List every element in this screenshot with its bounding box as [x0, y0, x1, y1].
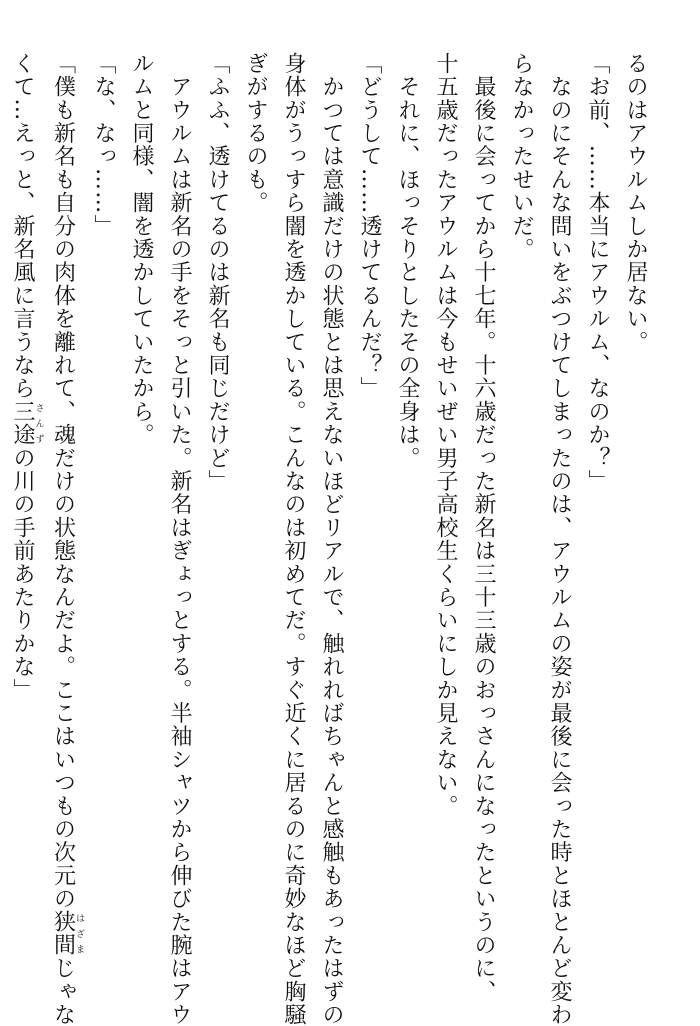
- text-line-17: くて…えっと、新名風に言うなら三途さんずの川の手前あたりかな」: [10, 52, 44, 702]
- text-line-5: 最後に会ってから十七年。十六歳だった新名は三十三歳のおっさんになったというのに、: [471, 52, 496, 1004]
- vertical-text-body: [10, 52, 654, 1026]
- text-line-3: なのにそんな問いをぶつけてしまったのは、アウルムの姿が最後に会った時とほとんど変わ: [547, 52, 572, 1026]
- text-line-1: るのはアウルムしか居ない。: [623, 52, 648, 354]
- text-line-7: それに、ほっそりとしたその全身は。: [395, 52, 420, 470]
- text-line-4: らなかったせいだ。: [509, 52, 534, 261]
- text-line-15: 「な、なっ……」: [91, 52, 116, 238]
- text-line-8: 「どうして……透けてるんだ？」: [357, 52, 382, 400]
- text-line-11: ぎがするのも。: [243, 52, 268, 215]
- text-line-10: 身体がうっすら闇を透かしている。こんなのは初めてだ。すぐ近くに居るのに奇妙なほど胸騒: [281, 52, 306, 1026]
- text-line-13: アウルムは新名の手をそっと引いた。新名はぎょっとする。半袖シャツから伸びた腕はアウ: [167, 52, 192, 1026]
- text-line-14: ルムと同様、闇を透かしていたから。: [129, 52, 154, 447]
- text-line-2: 「お前、……本当にアウルム、なのか？」: [585, 52, 610, 493]
- text-line-9: かつては意識だけの状態とは思えないほどリアルで、触れればちゃんと感触もあったはずの: [319, 52, 344, 1026]
- ruby-hazama: 狭間はざま: [50, 910, 84, 957]
- text-line-6: 十五歳だったアウルムは今もせいぜい男子高校生くらいにしか見えない。: [433, 52, 458, 818]
- ruby-sanzu: 三途さんず: [10, 400, 44, 447]
- text-line-12: 「ふふ、透けてるのは新名も同じだけど」: [205, 52, 230, 493]
- text-line-16: 「僕も新名も自分の肉体を離れて、魂だけの状態なんだよ。ここはいつもの次元の狭間はざまじゃな: [50, 52, 84, 1026]
